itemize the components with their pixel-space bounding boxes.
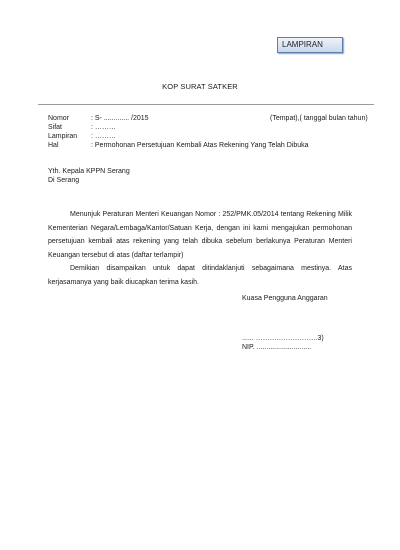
addressee-line-1: Yth. Kepala KPPN Serang [48,168,130,175]
addressee-block [48,167,130,185]
lampiran-badge: LAMPIRAN [277,37,343,53]
addressee-line-2: Di Serang [48,177,80,184]
place-date: (Tempat),( tanggal bulan tahun) [270,115,368,122]
meta-row-sifat [48,123,368,132]
nomor-value: : S- ............. /2015 [91,115,149,122]
signature-nip: NIP. ............................ [242,344,312,351]
hal-value: : Permohonan Persetujuan Kembali Atas Rekening Yang Telah Dibuka [91,142,309,149]
body-paragraph-1: Menunjuk Peraturan Menteri Keuangan Nomor : 252/PMK.05/2014 tentang Rekening Milik Kementerian Negara/Lembaga/Kantor/Satuan Kerja, dengan ini kami mengajukan permohonan persetujuan kembali atas rekening yang telah dibuka sebelum berlakunya Peraturan Menteri Keuangan tersebut di atas (daftar terlampir) [48,211,352,259]
letterhead-title: KOP SURAT SATKER [162,82,238,91]
meta-row-hal [48,141,368,150]
sifat-label: Sifat [48,124,63,131]
signature-name: ...... ……….……………..3) [242,335,324,342]
hal-label: Hal [48,142,59,149]
meta-row-nomor [48,114,368,123]
meta-row-lampiran [48,132,368,141]
lampiran-value: : ……… [91,133,116,140]
sifat-value: : ……… [91,124,116,131]
body-paragraph-2: Demikian disampaikan untuk dapat ditindaklanjuti sebagaimana mestinya. Atas kerjasamanya yang baik diucapkan terima kasih. [48,265,352,286]
header-divider [38,104,374,105]
lampiran-label: Lampiran [48,133,78,140]
letter-body [48,208,352,289]
nomor-label: Nomor [48,115,70,122]
letter-meta [48,114,368,150]
signature-title: Kuasa Pengguna Anggaran [242,295,328,302]
